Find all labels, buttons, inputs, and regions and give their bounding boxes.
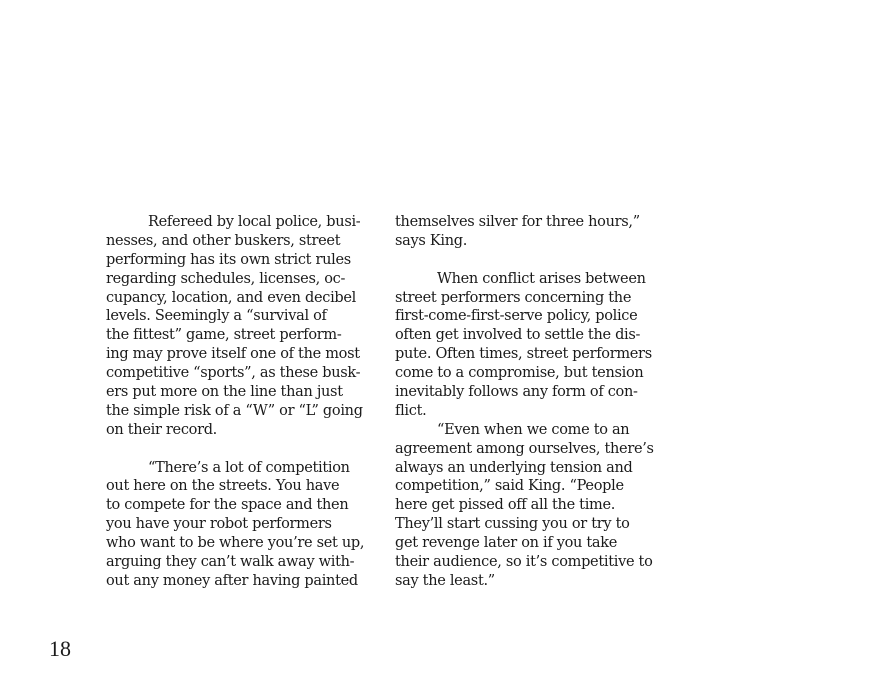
text-line: says King. — [395, 232, 468, 249]
paragraph-agreement-quote — [395, 421, 685, 591]
text-line: competitive “sports”, as these busk- — [106, 365, 361, 382]
text-line: ing may prove itself one of the most — [106, 346, 360, 363]
text-line: the fittest” game, street perform- — [106, 327, 342, 344]
paragraph-refereed — [106, 213, 392, 440]
text-line: performing has its own strict rules — [106, 251, 351, 268]
page-number: 18 — [49, 636, 71, 661]
text-line: When conflict arises between — [437, 270, 646, 287]
text-line: cupancy, location, and even decibel — [106, 289, 357, 306]
text-line: themselves silver for three hours,” — [395, 214, 640, 230]
text-line: come to a compromise, but tension — [395, 365, 644, 382]
text-line: their audience, so it’s competitive to — [395, 554, 653, 571]
text-line: pute. Often times, street performers — [395, 346, 652, 363]
text-line: first-come-first-serve policy, police — [395, 308, 638, 325]
paragraph-king-quote-start — [106, 459, 392, 591]
text-line: often get involved to settle the dis- — [395, 327, 641, 344]
paragraph-king-quote-end — [395, 213, 685, 251]
text-line: to compete for the space and then — [106, 497, 349, 514]
text-line: out any money after having painted — [106, 572, 358, 589]
text-line: you have your robot performers — [106, 516, 332, 533]
right-text-column — [395, 213, 685, 591]
paragraph-gap — [395, 251, 685, 270]
text-line: out here on the streets. You have — [106, 478, 340, 495]
text-line: Refereed by local police, busi- — [148, 214, 361, 230]
text-line: arguing they can’t walk away with- — [106, 554, 355, 571]
paragraph-conflict — [395, 270, 685, 421]
text-line: “There’s a lot of competition — [148, 459, 350, 476]
text-line: competition,” said King. “People — [395, 478, 624, 495]
text-line: say the least.” — [395, 572, 495, 589]
text-line: agreement among ourselves, there’s — [395, 440, 654, 457]
text-line: flict. — [395, 402, 427, 419]
text-line: here get pissed off all the time. — [395, 497, 616, 514]
text-line: the simple risk of a “W” or “L” going — [106, 402, 363, 419]
text-line: get revenge later on if you take — [395, 535, 618, 552]
text-line: who want to be where you’re set up, — [106, 535, 365, 552]
text-line: inevitably follows any form of con- — [395, 384, 638, 401]
text-line: “Even when we come to an — [437, 421, 630, 438]
left-text-column — [106, 213, 392, 591]
text-line: on their record. — [106, 421, 217, 438]
text-line: regarding schedules, licenses, oc- — [106, 270, 346, 287]
text-line: ers put more on the line than just — [106, 384, 343, 401]
text-line: They’ll start cussing you or try to — [395, 516, 630, 533]
paragraph-gap — [106, 440, 392, 459]
text-line: always an underlying tension and — [395, 459, 633, 476]
text-line: levels. Seemingly a “survival of — [106, 308, 327, 325]
text-line: nesses, and other buskers, street — [106, 232, 341, 249]
text-line: street performers concerning the — [395, 289, 632, 306]
